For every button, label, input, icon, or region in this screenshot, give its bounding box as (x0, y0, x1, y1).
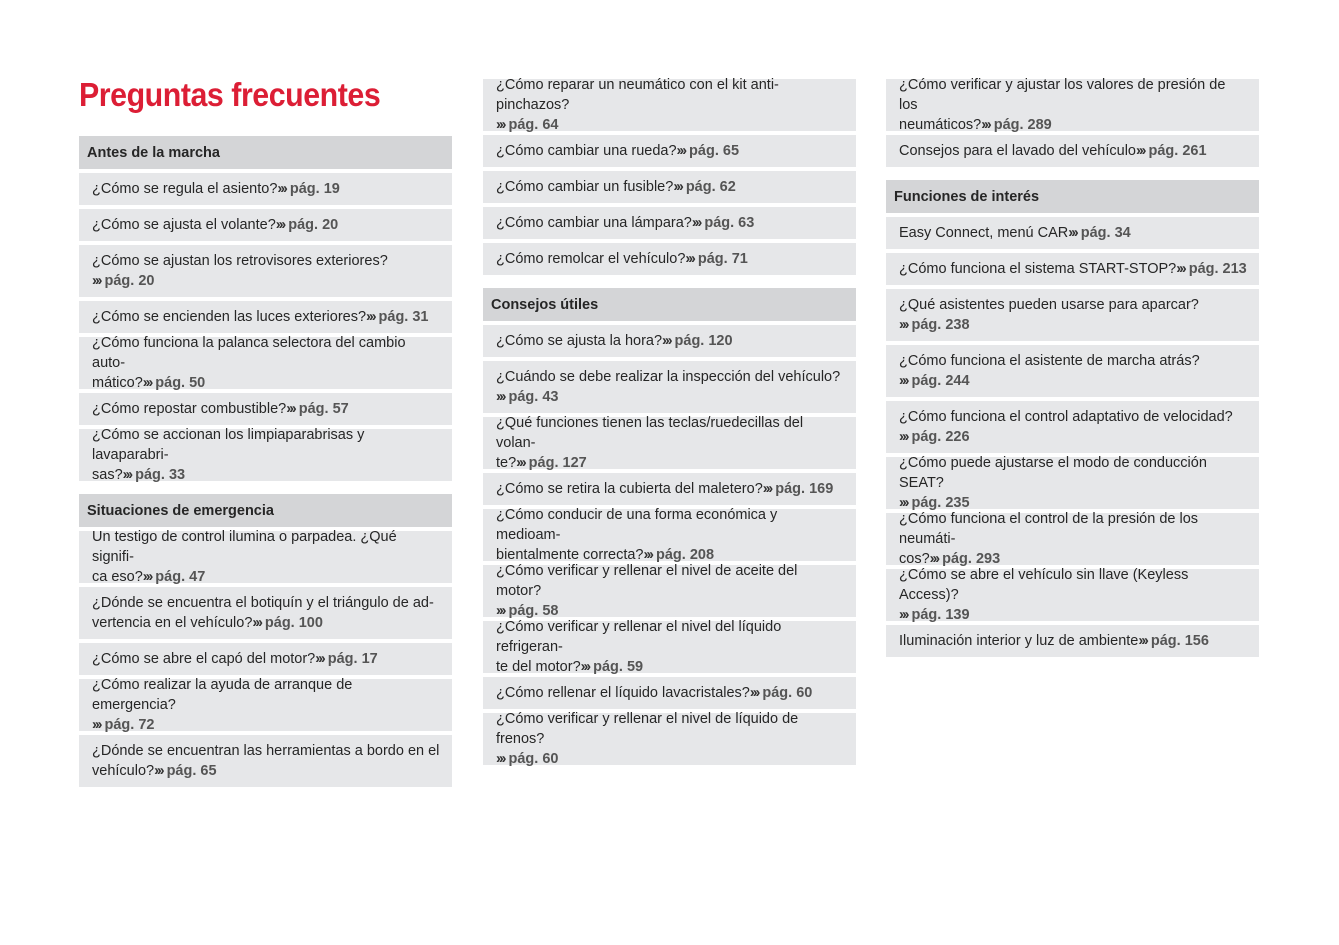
faq-item[interactable] (483, 171, 856, 203)
page-ref-arrow-icon: ››› (899, 373, 908, 389)
page-reference[interactable]: pág. 127 (528, 455, 587, 471)
faq-question: ¿Cómo verificar y ajustar los valores de presión de los neumáticos? (899, 77, 1226, 133)
faq-question: ¿Qué funciones tienen las teclas/ruedecillas del volan- te? (496, 415, 804, 471)
faq-item-content (496, 331, 733, 351)
faq-item[interactable] (886, 217, 1259, 249)
faq-item-content (496, 709, 844, 769)
page-reference[interactable]: pág. 57 (298, 401, 349, 417)
faq-item[interactable] (483, 621, 856, 673)
faq-item[interactable] (483, 713, 856, 765)
faq-question: ¿Cómo funciona el control adaptativo de velocidad? (899, 409, 1233, 425)
faq-question: ¿Cómo se regula el asiento? (92, 181, 278, 197)
faq-item-content (899, 223, 1131, 243)
faq-item-content (899, 259, 1247, 279)
page-reference[interactable]: pág. 60 (762, 685, 813, 701)
faq-item-content (92, 307, 429, 327)
faq-item[interactable] (886, 457, 1259, 509)
page-reference[interactable]: pág. 261 (1148, 143, 1207, 159)
faq-question: ¿Cómo se retira la cubierta del maletero? (496, 481, 763, 497)
faq-item[interactable] (886, 289, 1259, 341)
page-ref-arrow-icon: ››› (315, 651, 324, 667)
faq-question: ¿Cómo verificar y rellenar el nivel de aceite del motor? (496, 563, 798, 599)
faq-column-1 (79, 136, 452, 800)
faq-item[interactable] (79, 429, 452, 481)
faq-item[interactable] (886, 401, 1259, 453)
page-ref-arrow-icon: ››› (122, 467, 132, 483)
page-reference[interactable]: pág. 208 (656, 547, 715, 563)
faq-item-content (496, 249, 748, 269)
page-ref-arrow-icon: ››› (496, 603, 505, 619)
faq-item-content (899, 509, 1247, 569)
faq-question: ¿Cómo funciona el asistente de marcha atrás? (899, 353, 1200, 369)
page-ref-arrow-icon: ››› (685, 251, 694, 267)
faq-item[interactable] (886, 253, 1259, 285)
faq-question: Iluminación interior y luz de ambiente (899, 633, 1139, 649)
faq-question: ¿Cómo puede ajustarse el modo de conducción SEAT? (899, 455, 1207, 491)
page-ref-arrow-icon: ››› (142, 569, 152, 585)
page-ref-arrow-icon: ››› (277, 181, 286, 197)
faq-item[interactable] (886, 569, 1259, 621)
faq-item-content (92, 425, 440, 485)
page-ref-arrow-icon: ››› (580, 659, 590, 675)
faq-question: Consejos para el lavado del vehículo (899, 143, 1136, 159)
faq-column-3 (886, 79, 1259, 670)
faq-question: ¿Cómo funciona la palanca selectora del cambio auto- mático? (92, 335, 406, 391)
page-reference[interactable]: pág. 31 (378, 309, 429, 325)
page-ref-arrow-icon: ››› (662, 333, 671, 349)
faq-item-content (899, 351, 1200, 391)
page-reference[interactable]: pág. 156 (1150, 633, 1209, 649)
faq-item-content (92, 593, 434, 633)
faq-item[interactable] (79, 393, 452, 425)
faq-item-content (496, 213, 754, 233)
page-ref-arrow-icon: ››› (92, 273, 101, 289)
faq-question: ¿Cómo cambiar un fusible? (496, 179, 674, 195)
page-ref-arrow-icon: ››› (92, 717, 101, 733)
page-reference[interactable]: pág. 60 (508, 751, 559, 767)
faq-question: ¿Cómo se abre el capó del motor? (92, 651, 316, 667)
faq-question: ¿Cómo verificar y rellenar el nivel del líquido refrigeran- te del motor? (496, 619, 782, 675)
page-title: Preguntas frecuentes (79, 76, 381, 113)
faq-section (79, 494, 452, 787)
faq-question: ¿Cómo conducir de una forma económica y medioam- bientalmente correcta? (496, 507, 778, 563)
faq-item-content (92, 649, 378, 669)
page-reference[interactable]: pág. 238 (911, 317, 970, 333)
page-reference[interactable]: pág. 20 (104, 273, 155, 289)
page-ref-arrow-icon: ››› (1135, 143, 1145, 159)
faq-column-2 (483, 79, 856, 778)
page-ref-arrow-icon: ››› (899, 607, 908, 623)
page-reference[interactable]: pág. 244 (911, 373, 970, 389)
faq-item-content (496, 367, 840, 407)
faq-item-content (496, 617, 844, 677)
faq-item-content (92, 251, 388, 291)
faq-item-content (92, 399, 349, 419)
page-reference[interactable]: pág. 72 (104, 717, 155, 733)
faq-item[interactable] (79, 679, 452, 731)
faq-item[interactable] (79, 337, 452, 389)
faq-item[interactable] (79, 245, 452, 297)
faq-item-content (899, 407, 1233, 447)
page-reference[interactable]: pág. 213 (1188, 261, 1247, 277)
faq-question: ¿Dónde se encuentran las herramientas a bordo en el vehículo? (92, 743, 440, 779)
page-reference[interactable]: pág. 100 (264, 615, 323, 631)
faq-item[interactable] (79, 735, 452, 787)
faq-item[interactable] (483, 135, 856, 167)
page-ref-arrow-icon: ››› (1176, 261, 1185, 277)
faq-section (886, 180, 1259, 657)
faq-item-content (92, 675, 440, 735)
faq-section (886, 79, 1259, 167)
faq-question: ¿Cómo se ajusta el volante? (92, 217, 276, 233)
faq-item-content (496, 75, 844, 135)
page-ref-arrow-icon: ››› (749, 685, 759, 701)
faq-question: ¿Cómo verificar y rellenar el nivel de líquido de frenos? (496, 711, 799, 747)
faq-item-content (496, 505, 844, 565)
faq-question: Easy Connect, menú CAR (899, 225, 1069, 241)
faq-question: ¿Cómo reparar un neumático con el kit anti-pinchazos? (496, 77, 779, 113)
faq-item[interactable] (483, 473, 856, 505)
page-reference[interactable]: pág. 65 (166, 763, 217, 779)
page-reference[interactable]: pág. 59 (593, 659, 644, 675)
page-ref-arrow-icon: ››› (981, 117, 990, 133)
faq-item[interactable] (483, 417, 856, 469)
faq-item[interactable] (483, 243, 856, 275)
faq-question: ¿Cómo repostar combustible? (92, 401, 287, 417)
faq-item[interactable] (483, 565, 856, 617)
faq-question: ¿Cómo realizar la ayuda de arranque de emergencia? (92, 677, 353, 713)
page-reference[interactable]: pág. 293 (942, 551, 1001, 567)
faq-item-content (92, 527, 440, 587)
faq-item[interactable] (79, 531, 452, 583)
page-ref-arrow-icon: ››› (1138, 633, 1147, 649)
faq-question: ¿Cómo cambiar una rueda? (496, 143, 677, 159)
page-ref-arrow-icon: ››› (899, 495, 908, 511)
faq-item-content (92, 741, 439, 781)
faq-item[interactable] (886, 79, 1259, 131)
faq-item[interactable] (79, 173, 452, 205)
page-ref-arrow-icon: ››› (673, 179, 682, 195)
faq-question: ¿Cómo remolcar el vehículo? (496, 251, 686, 267)
faq-item-content (92, 179, 340, 199)
faq-item-content (496, 177, 736, 197)
page-ref-arrow-icon: ››› (366, 309, 375, 325)
faq-item-content (899, 295, 1199, 335)
page-ref-arrow-icon: ››› (252, 615, 261, 631)
section-heading: Situaciones de emergencia (79, 494, 452, 527)
page-ref-arrow-icon: ››› (762, 481, 772, 497)
faq-item[interactable] (886, 345, 1259, 397)
faq-question: ¿Cómo funciona el sistema START-STOP? (899, 261, 1177, 277)
faq-item-content (496, 683, 812, 703)
faq-item-content (92, 333, 440, 393)
page-ref-arrow-icon: ››› (286, 401, 295, 417)
page-reference[interactable]: pág. 17 (327, 651, 378, 667)
faq-item[interactable] (886, 513, 1259, 565)
page-reference[interactable]: pág. 63 (704, 215, 755, 231)
page-reference[interactable]: pág. 64 (508, 117, 559, 133)
page-ref-arrow-icon: ››› (154, 763, 163, 779)
page-reference[interactable]: pág. 50 (155, 375, 206, 391)
faq-question: ¿Cómo se accionan los limpiaparabrisas y lavaparabri- sas? (92, 427, 365, 483)
page-reference[interactable]: pág. 47 (155, 569, 206, 585)
page-reference[interactable]: pág. 71 (697, 251, 748, 267)
page-reference[interactable]: pág. 139 (911, 607, 970, 623)
faq-item-content (496, 479, 833, 499)
page-ref-arrow-icon: ››› (1068, 225, 1077, 241)
page-ref-arrow-icon: ››› (496, 117, 505, 133)
page-reference[interactable]: pág. 169 (775, 481, 834, 497)
page-ref-arrow-icon: ››› (142, 375, 152, 391)
faq-item[interactable] (483, 361, 856, 413)
faq-item-content (899, 565, 1247, 625)
page-ref-arrow-icon: ››› (899, 429, 908, 445)
faq-question: ¿Dónde se encuentra el botiquín y el triángulo de ad- vertencia en el vehículo? (92, 595, 434, 631)
page-reference[interactable]: pág. 43 (508, 389, 559, 405)
page-reference[interactable]: pág. 62 (685, 179, 736, 195)
faq-item[interactable] (79, 587, 452, 639)
faq-question: ¿Cómo se ajustan los retrovisores exteriores? (92, 253, 388, 269)
faq-item-content (92, 215, 338, 235)
faq-question: ¿Cómo se encienden las luces exteriores? (92, 309, 367, 325)
faq-item[interactable] (79, 209, 452, 241)
faq-item[interactable] (79, 643, 452, 675)
faq-section (483, 288, 856, 765)
page-ref-arrow-icon: ››› (676, 143, 686, 159)
page-reference[interactable]: pág. 65 (689, 143, 740, 159)
faq-item[interactable] (483, 509, 856, 561)
faq-item[interactable] (79, 301, 452, 333)
page-ref-arrow-icon: ››› (929, 551, 939, 567)
faq-item[interactable] (483, 79, 856, 131)
page-ref-arrow-icon: ››› (275, 217, 285, 233)
page-reference[interactable]: pág. 58 (508, 603, 559, 619)
faq-item-content (496, 561, 844, 621)
faq-question: ¿Cuándo se debe realizar la inspección del vehículo? (496, 369, 841, 385)
faq-section (483, 79, 856, 275)
faq-item[interactable] (483, 325, 856, 357)
faq-item[interactable] (886, 135, 1259, 167)
page-reference[interactable]: pág. 19 (289, 181, 340, 197)
faq-item-content (496, 141, 739, 161)
faq-question: ¿Cómo funciona el control de la presión de los neumáti- cos? (899, 511, 1199, 567)
page-ref-arrow-icon: ››› (643, 547, 652, 563)
faq-item-content (899, 453, 1247, 513)
section-heading: Antes de la marcha (79, 136, 452, 169)
faq-question: ¿Cómo cambiar una lámpara? (496, 215, 692, 231)
faq-question: ¿Cómo se abre el vehículo sin llave (Keyless Access)? (899, 567, 1189, 603)
faq-item-content (899, 75, 1247, 135)
faq-item[interactable] (483, 207, 856, 239)
faq-question: ¿Cómo rellenar el líquido lavacristales? (496, 685, 750, 701)
page-ref-arrow-icon: ››› (516, 455, 525, 471)
page-ref-arrow-icon: ››› (496, 751, 505, 767)
page-ref-arrow-icon: ››› (899, 317, 908, 333)
page-reference[interactable]: pág. 120 (674, 333, 733, 349)
section-heading: Funciones de interés (886, 180, 1259, 213)
faq-question: ¿Cómo se ajusta la hora? (496, 333, 663, 349)
faq-item-content (899, 141, 1207, 161)
faq-question: Un testigo de control ilumina o parpadea. ¿Qué signifi- ca eso? (92, 529, 397, 585)
faq-item[interactable] (886, 625, 1259, 657)
page-reference[interactable]: pág. 33 (135, 467, 186, 483)
faq-section (79, 136, 452, 481)
page-reference[interactable]: pág. 20 (288, 217, 339, 233)
faq-item-content (496, 413, 844, 473)
page-reference[interactable]: pág. 235 (911, 495, 970, 511)
section-heading: Consejos útiles (483, 288, 856, 321)
page-reference[interactable]: pág. 289 (993, 117, 1052, 133)
page-ref-arrow-icon: ››› (496, 389, 505, 405)
faq-question: ¿Qué asistentes pueden usarse para aparcar? (899, 297, 1199, 313)
page-reference[interactable]: pág. 34 (1080, 225, 1131, 241)
faq-item[interactable] (483, 677, 856, 709)
page-reference[interactable]: pág. 226 (911, 429, 970, 445)
page-ref-arrow-icon: ››› (691, 215, 701, 231)
faq-item-content (899, 631, 1209, 651)
